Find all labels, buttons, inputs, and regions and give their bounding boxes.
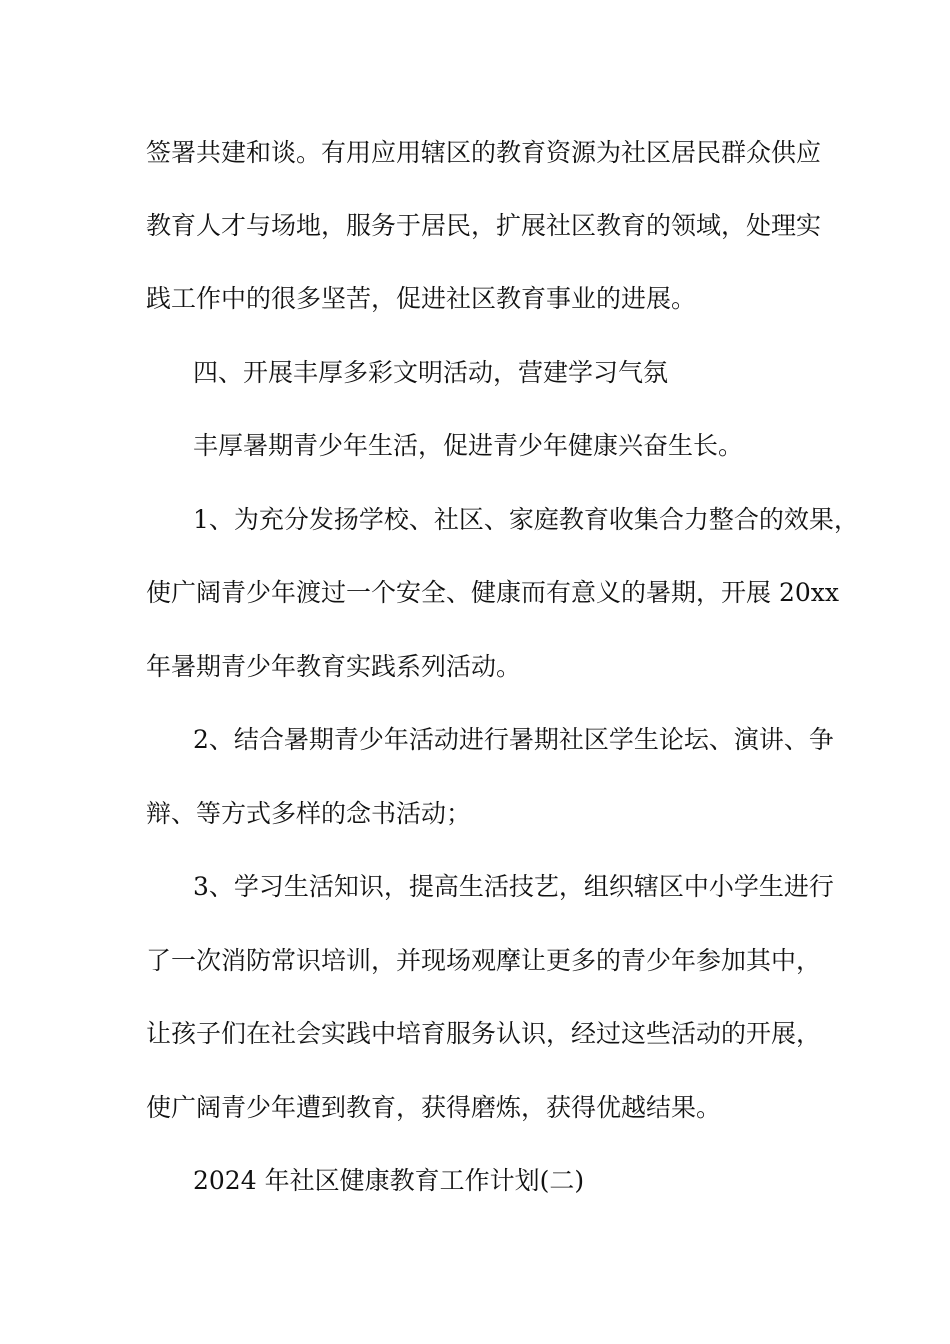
list-item-line: 3、学习生活知识，提高生活技艺，组织辖区中小学生进行 [193,872,834,901]
paragraph-line: 教育人才与场地，服务于居民，扩展社区教育的领域，处理实 [146,211,822,240]
list-item-line: 年暑期青少年教育实践系列活动。 [146,652,522,681]
list-item-line: 让孩子们在社会实践中培育服务认识，经过这些活动的开展， [146,1019,822,1048]
list-item-line: 使广阔青少年渡过一个安全、健康而有意义的暑期，开展 20xx [146,578,839,607]
document-title: 2024 年社区健康教育工作计划(二) [193,1166,585,1195]
list-item-line: 使广阔青少年遭到教育，获得磨炼，获得优越结果。 [146,1093,722,1122]
list-item-line: 2、结合暑期青少年活动进行暑期社区学生论坛、演讲、争 [193,725,834,754]
list-item-line: 辩、等方式多样的念书活动； [146,799,472,828]
list-item-line: 了一次消防常识培训，并现场观摩让更多的青少年参加其中， [146,946,822,975]
paragraph-line: 签署共建和谈。有用应用辖区的教育资源为社区居民群众供应 [146,138,822,167]
list-item-line: 1、为充分发扬学校、社区、家庭教育收集合力整合的效果， [193,505,859,534]
paragraph-line: 丰厚暑期青少年生活，促进青少年健康兴奋生长。 [193,431,744,460]
paragraph-line: 践工作中的很多坚苦，促进社区教育事业的进展。 [146,284,697,313]
section-heading: 四、开展丰厚多彩文明活动，营建学习气氛 [193,358,669,387]
